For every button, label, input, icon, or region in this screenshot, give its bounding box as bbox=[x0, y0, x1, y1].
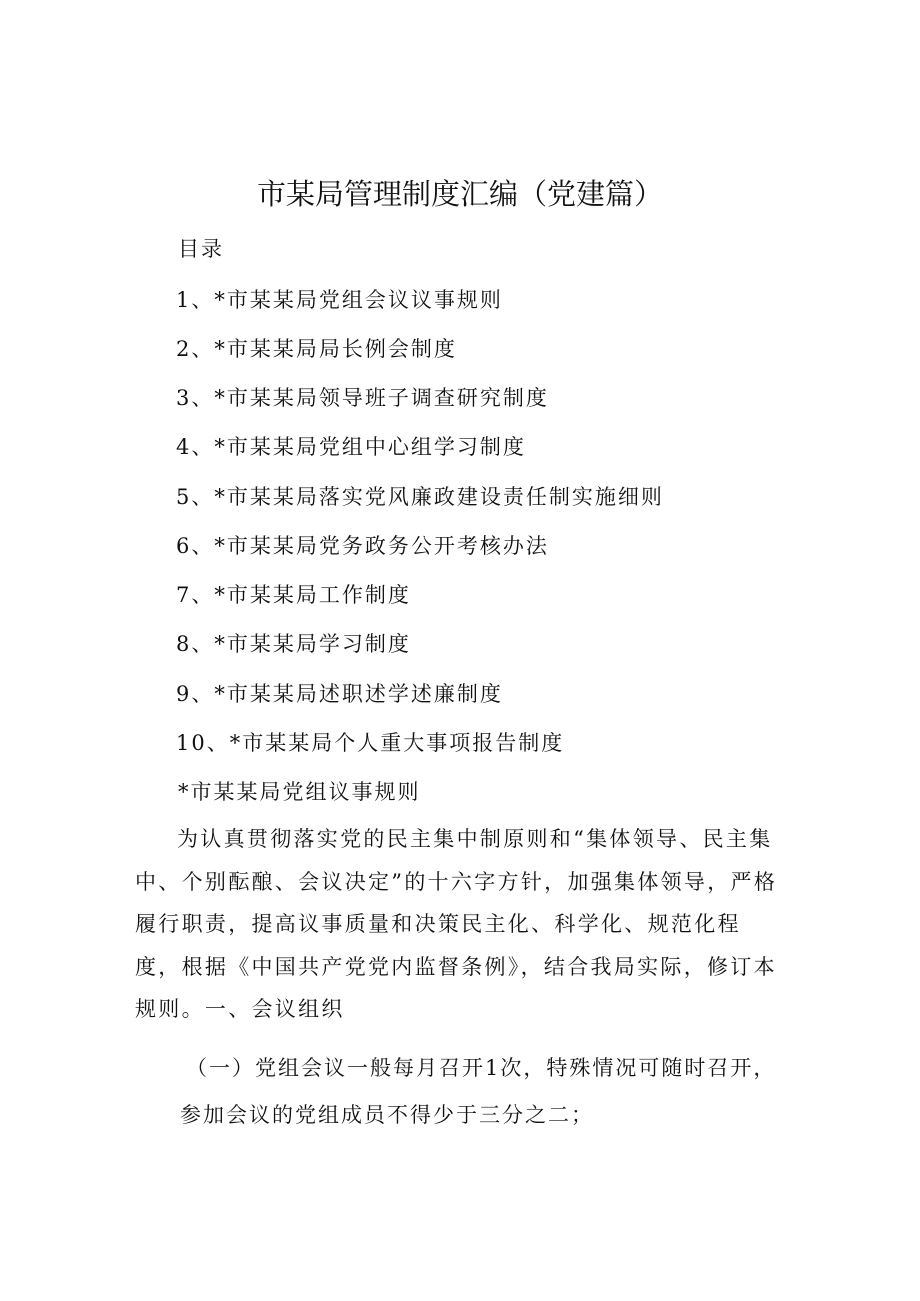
toc-item-1: 1、*市某某局党组会议议事规则 bbox=[176, 288, 503, 312]
toc-item-9: 9、*市某某局述职述学述廉制度 bbox=[176, 682, 503, 706]
toc-item-4: 4、*市某某局党组中心组学习制度 bbox=[176, 435, 526, 459]
intro-paragraph: 为认真贯彻落实党的民主集中制原则和“集体领导、民主集中、个别酝酿、会议决定”的十六字方针，加强集体领导，严格履行职责，提高议事质量和决策民主化、科学化、规范化程度，根据《中国共产党党内监督条例》，结合我局实际，修订本规则。一、会议组织 bbox=[135, 827, 778, 1021]
toc-item-8: 8、*市某某局学习制度 bbox=[176, 632, 411, 656]
document-title: 市某局管理制度汇编（党建篇） bbox=[256, 177, 663, 211]
toc-item-10: 10、*市某某局个人重大事项报告制度 bbox=[176, 731, 565, 755]
rule-item-1-line-2: 参加会议的党组成员不得少于三分之二； bbox=[180, 1103, 594, 1127]
section-title: *市某某局党组议事规则 bbox=[178, 780, 421, 804]
toc-item-6: 6、*市某某局党务政务公开考核办法 bbox=[176, 534, 549, 558]
rule-item-1-line-1: （一）党组会议一般每月召开1次，特殊情况可随时召开， bbox=[186, 1056, 777, 1080]
toc-item-3: 3、*市某某局领导班子调查研究制度 bbox=[176, 386, 549, 410]
toc-item-2: 2、*市某某局局长例会制度 bbox=[176, 337, 457, 361]
toc-item-7: 7、*市某某局工作制度 bbox=[176, 583, 411, 607]
toc-label: 目录 bbox=[178, 237, 224, 261]
toc-item-5: 5、*市某某局落实党风廉政建设责任制实施细则 bbox=[176, 485, 664, 509]
